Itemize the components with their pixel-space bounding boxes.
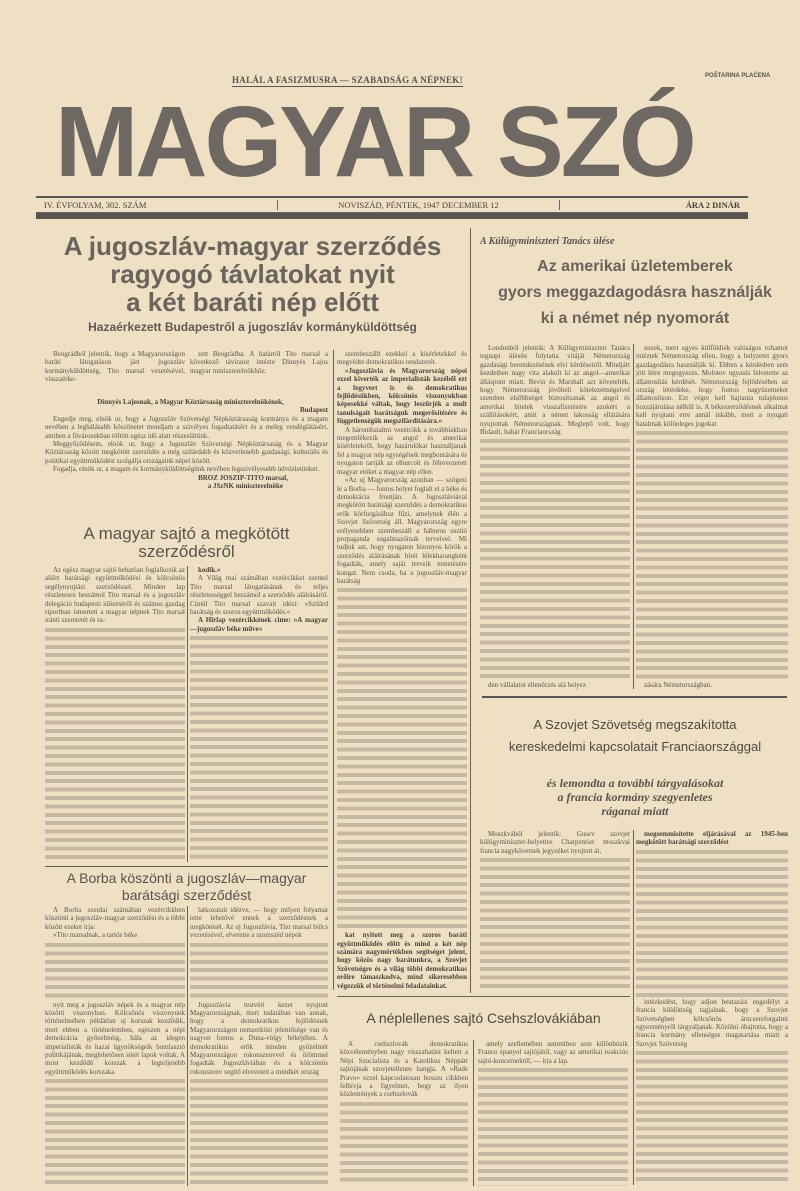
headline-line: A jugoszláv-magyar szerződés (63, 231, 442, 261)
paragraph: zására Németországban. (644, 680, 713, 689)
wavy-divider (482, 696, 787, 698)
paragraph: Az egész magyar sajtó behatóan foglalkozik az aláírt barátsági együttműködési és kölcsönös segélynyujtási szerződéssel. Minden lap részletesen beszámol Tito marsal és a jugoszláv delegáció budapesti időzéséről és számos gazdag riportban ismerteti a magyar népnek Tito marsal iránti szeretetét és ra- (45, 566, 185, 625)
headline-line: kereskedelmi kapcsolatait Franciaországgal (508, 739, 762, 754)
price: ÁRA 2 DINÁR (685, 200, 740, 210)
section-rule (337, 996, 630, 997)
headline-line: ragyogó távlatokat nyit (110, 259, 395, 289)
czech-col-2 (478, 1040, 628, 1186)
czech-col-1 (340, 1040, 468, 1186)
paragraph: den vállalatot ellenőrzés alá helyez (488, 680, 586, 689)
cfm-col-1 (480, 344, 630, 689)
borba-col-1 (45, 906, 185, 1186)
paragraph: A háromhatalmi vezércikk a továbbiakban megemlékezik az angol és amerikai kísérletekről, hogy hazárulókat használjanak fel a magyar nép egységének megbontására és nyugaton tartják az elhurcolt és félrevezetett magyar etóket a magyar nép ellen. (337, 425, 467, 476)
paragraph: A Borba szerdai számában vezércikkben köszönti a jugoszláv-magyar szerződést és a többi között ezeket írja: (45, 906, 185, 931)
headline-line: barátsági szerződést (121, 887, 252, 903)
subhead-line: a francia kormány szegyenletes (557, 790, 713, 804)
soviet-col-1 (480, 830, 630, 992)
text-continued (636, 429, 788, 681)
paragraph: Jugoszlávia testvéri kezet nyujtott Magyarországnak, mert tudatában van annak, hogy a demokratikus fejlődésnek Magyarországon nemzetközi jelentősége van és nagyon fontos a Duna-völgy békéjéhez. A demokratikus erők minden győzelmét Magyarországon rokonszenvvel és örömmel fogadták Jugoszláviában és a kölcsönös rokonszenv segítő elvezetett a mindkét ország (190, 1000, 328, 1076)
headline-line: a két baráti nép előtt (126, 287, 379, 317)
paragraph: Beográdból jelentik, hogy a Magyarországon baráti látogatáson járt jugoszláv kormányküldöttség, Tito marsal vezetésével, visszaérke- (45, 350, 185, 384)
lead-subhead: Hazaérkezett Budapestről a jugoszláv kormányküldöttség (88, 320, 417, 334)
text-continued (480, 437, 630, 680)
issue-info-bar (36, 196, 748, 213)
soviet-subhead (475, 776, 795, 818)
paragraph: A csehszlovák demokratikus közvéleményben nagy visszahatást keltett a Népi Szocialista és a Katolikus Néppárt sajtójának szovjetellenes hangja. A »Rude Pravo« ezzel kapcsolatosan hosszu cikkben felhívja a figyelmet, hogy az ilyen közlemények a csehszlovák (340, 1040, 468, 1099)
paragraph: Fogadja, elnök ur, a magam és kormányküldöttségünk nevében legszivélyesebb üdvözletünket. (53, 465, 320, 474)
text-continued (190, 1077, 328, 1186)
masthead-title: MAGYAR SZÓ (55, 86, 694, 198)
masthead-slogan: HALÁL A FASIZMUSRA — SZABADSÁG A NÉPNEK! (232, 75, 463, 85)
paragraph: Londonból jelentik: A Külügyminiszteri Tanács tegnapi ülésén folytatta vitáját Németország gazdasági berendezésének elvi kérdéseiről. Mindjárt kezdetben nagy vita alakult ki az angol—amerikai álláspont miatt. Bevin és Marshall azt követelték, hogy Németország jövőbeli kötelezettségeivel szemben elsőbbséget biztosítsanak az angol és amerikai hitelek visszafizetésére azokért a szállításokért, amit a német lakosság ellátására nyujtottak Németországnak. Meglepő volt, hogy Bidault, habár Franciaország (480, 344, 630, 437)
soviet-col-2 (636, 830, 788, 1185)
column-divider (333, 350, 334, 990)
borba-col-2 (190, 906, 328, 1186)
text-continued (45, 626, 185, 862)
headline-line: A Szovjet Szövetség megszakította (533, 717, 737, 732)
telegram-address: Dinnyés Lajosnak, a Magyar Köztársaság miniszterelnökének, (97, 398, 284, 406)
paragraph: kodik.« (198, 566, 221, 574)
headline-line: A Borba köszönti a jugoszláv—magyar (66, 870, 307, 886)
press-col-2 (190, 566, 328, 862)
soviet-headline (475, 714, 795, 758)
dateline: NOVISZÁD, PÉNTEK, 1947 DECEMBER 12 (278, 200, 560, 210)
paragraph: Engedje meg, elnök ur, hogy a Jugoszláv Szövetségi Népköztársaság kormánya és a magam nevében a leghálásabb köszönetet mondjam a szivélyes fogadtatásért és a meleg vendéglátásért, amiben a fővárosukban töltött egész idő alatt részesültünk. (45, 414, 328, 440)
column-divider (470, 228, 471, 993)
column-divider (633, 344, 634, 689)
czech-headline: A néplellenes sajtó Csehszlovákiában (366, 1010, 601, 1026)
signature-title: a JSzNK miniszterelnöke (207, 482, 283, 491)
borba-continuation-col (337, 350, 467, 990)
text-continued (337, 586, 467, 931)
lead-col-1 (45, 350, 185, 392)
text-continued (190, 941, 328, 1001)
cfm-kicker: A Külügyminiszteri Tanács ülése (480, 236, 615, 247)
paragraph: »Tito marsalnak, a tartós béke (53, 931, 138, 940)
telegram (45, 398, 328, 520)
cfm-headline (475, 254, 795, 332)
lead-headline (40, 232, 465, 316)
paragraph: kat nyitott meg a szoros baráti együttműködés előtt és mind a két nép számára nagymértékben segítséget jelent, hogy közös nagy barátunkra, a Szovjet Szövetségre és a világ többi demokratikus erőire támaszkodva, mind sikeresebben végezzük el történelmi feladatainkat. (337, 931, 467, 990)
paragraph: Moszkvából jelentik: Gusev szovjet külügyminiszter-helyettes Charpentier moszkvai francia nagykövetnek jegyzéket nyujtott át, (480, 830, 630, 855)
signature: BROZ JOSZIP-TITO marsal, (198, 473, 288, 482)
text-continued (340, 1100, 468, 1186)
column-divider (633, 830, 634, 1185)
masthead-rule (36, 213, 748, 219)
volume-number: IV. ÉVFOLYAM, 302. SZÁM (36, 200, 278, 210)
column-divider (187, 566, 188, 862)
paragraph: A Hirlap vezércikkének cime: »A magyar—jugoszláv béke műve« (190, 616, 328, 633)
headline-line: gyors meggazdagodásra használják (498, 284, 772, 301)
telegram-city: Budapest (299, 406, 328, 415)
lead-col-2 (190, 350, 328, 392)
text-continued (45, 1077, 185, 1186)
paragraph: amely szellemében semmiben sem különbözik Franco spanyol sajtójától, vagy az amerikai reakciós sajtó-koncernektől, — írja a lap. (478, 1040, 628, 1065)
subhead-line: és lemondta a további tárgyalásokat (546, 776, 724, 790)
paragraph: zett Beográdba. A határról Tito marsal a következő táviratot intézte Dinnyés Lajos magyar miniszterelnökhöz: (190, 350, 328, 375)
paragraph: megsemmisítette eljárásával az 1945-ben megkötött barátsági szerződést (636, 830, 788, 847)
text-continued (45, 941, 185, 1001)
section-rule (45, 866, 328, 867)
paragraph: A Világ mai számában vezércikket szentel Tito marsal látogatásának és teljes részletességgel beszámol a szerződés aláírásáról. Címül Tito marsal szavait idézi: »Szilárd barátság és szoros együttműködés.« (190, 574, 328, 617)
text-continued (190, 634, 328, 862)
subhead-line: ráganai miatt (601, 804, 669, 818)
text-continued (636, 1049, 788, 1185)
text-continued (478, 1066, 628, 1186)
press-col-1 (45, 566, 185, 862)
paragraph: »Az uj Magyarország azonban — szögezi le a Borba — fontos helyet foglalt el a béke és demokrácia frontján. A Jugoszláviával megkötött barátsági szerződés a demokratikus erők körforgásához fűzi, amelynek élén a Szovjet Szövetség áll. Magyarország egyre erélyesebben szembeszáll a háborus uszító propaganda sugalmazóinak terveivel. Mi tudjuk azt, hogy nyugaton bizonyos körök a szerződés aláírásának hírét lélekharangként fogadták, amely saját terveik temetésére kongat. Nem csoda, ha a jugoszláv-magyar barátság (337, 476, 467, 585)
paragraph: zenek, mert egyes külföldiek valóságos rohamot intéztek Németország ellen, hogy a helyzetet gyors gazdagodásra használják ki. Ebben a kérdésben sem jött létre megegyezés. Molotov ugyanis felvetette az államosítás kérdését. Németország fejlődésében az ország létérdeke, hogy fontos nagyüzemeket államosítson. Ezt végre kell hajtania tulajdonos hozzájárulása nélkül is. A békeszerződésnek alkalmat kell nyujtani erre annál inkább, mert a nyugati hatalmak különleges jogokat (636, 344, 788, 428)
postage-note: POŠTARINA PLAĆENA (705, 73, 771, 79)
paragraph: nyit meg a jugoszláv népek és a magyar nép közötti viszonyban. Kölcsönös viszonyunk történelmében példátlan uj korszak kezdődik, mert ebben a történelemben, egészen a népi demokrácia győzelméig, hála az idegen imperialisták és hazai ügynökségeik bomlasztó politikájának, meglehetősen sötét lapok voltak. A most kezdődő korszak a legteljesebb együttműködés korszaka (45, 1000, 185, 1076)
text-continued (480, 856, 630, 992)
borba-headline (45, 870, 328, 904)
column-divider (187, 906, 188, 1186)
cfm-col-2 (636, 344, 788, 689)
headline-line: ki a német nép nyomorát (540, 310, 730, 327)
paragraph: intézkedést, hogy adjon beutazási engedélyt a francia küldöttség tagjainak, hogy a Szovjet Szövetségben kölcsönös árucsereforgalmi egyezményről tárgyaljanak. Közölni óhajtotta, hogy a francia kormány ellenséges magatartása miatt a Szovjet Szövetség (636, 997, 788, 1048)
press-headline: A magyar sajtó a megkötött szerződésről (83, 524, 290, 561)
paragraph: szembeszállt ezekkel a kísérletekkel és megvédte demokratikus rendszerét. (337, 350, 467, 367)
headline-line: Az amerikai üzletemberek (537, 258, 733, 275)
paragraph: Meggyőződésem, elnök ur, hogy a Jugoszláv Szövetségi Népköztársaság és a Magyar Köztársaság között megkötött szerződés a még szilárdabb és közvetlenebb gazdasági, kulturális és politikai együttműködést szolgálja országaink népei között. (45, 440, 328, 465)
paragraph: »Jugoszlávia és Magyarország népei ezzel kiverték az imperialisták kezéből ezt a fegyvert is és demokratikus fejlődésükben, kölcsönös viszonyukban képesekké váltak, hogy leszűrjék a mult tanulságait barátságuk megerősítésére és függetlenségük megszilárdítására.« (337, 366, 467, 426)
column-divider (473, 1040, 474, 1186)
paragraph: latkozatait idézve, — hogy milyen folyamat tette lehetővé ennek a szerződésnek a megkötését. Az uj Jugoszlávia, Tito marsal bölcs vezetésével, elvetette a szomszéd népek (190, 906, 328, 940)
text-continued (636, 848, 788, 998)
